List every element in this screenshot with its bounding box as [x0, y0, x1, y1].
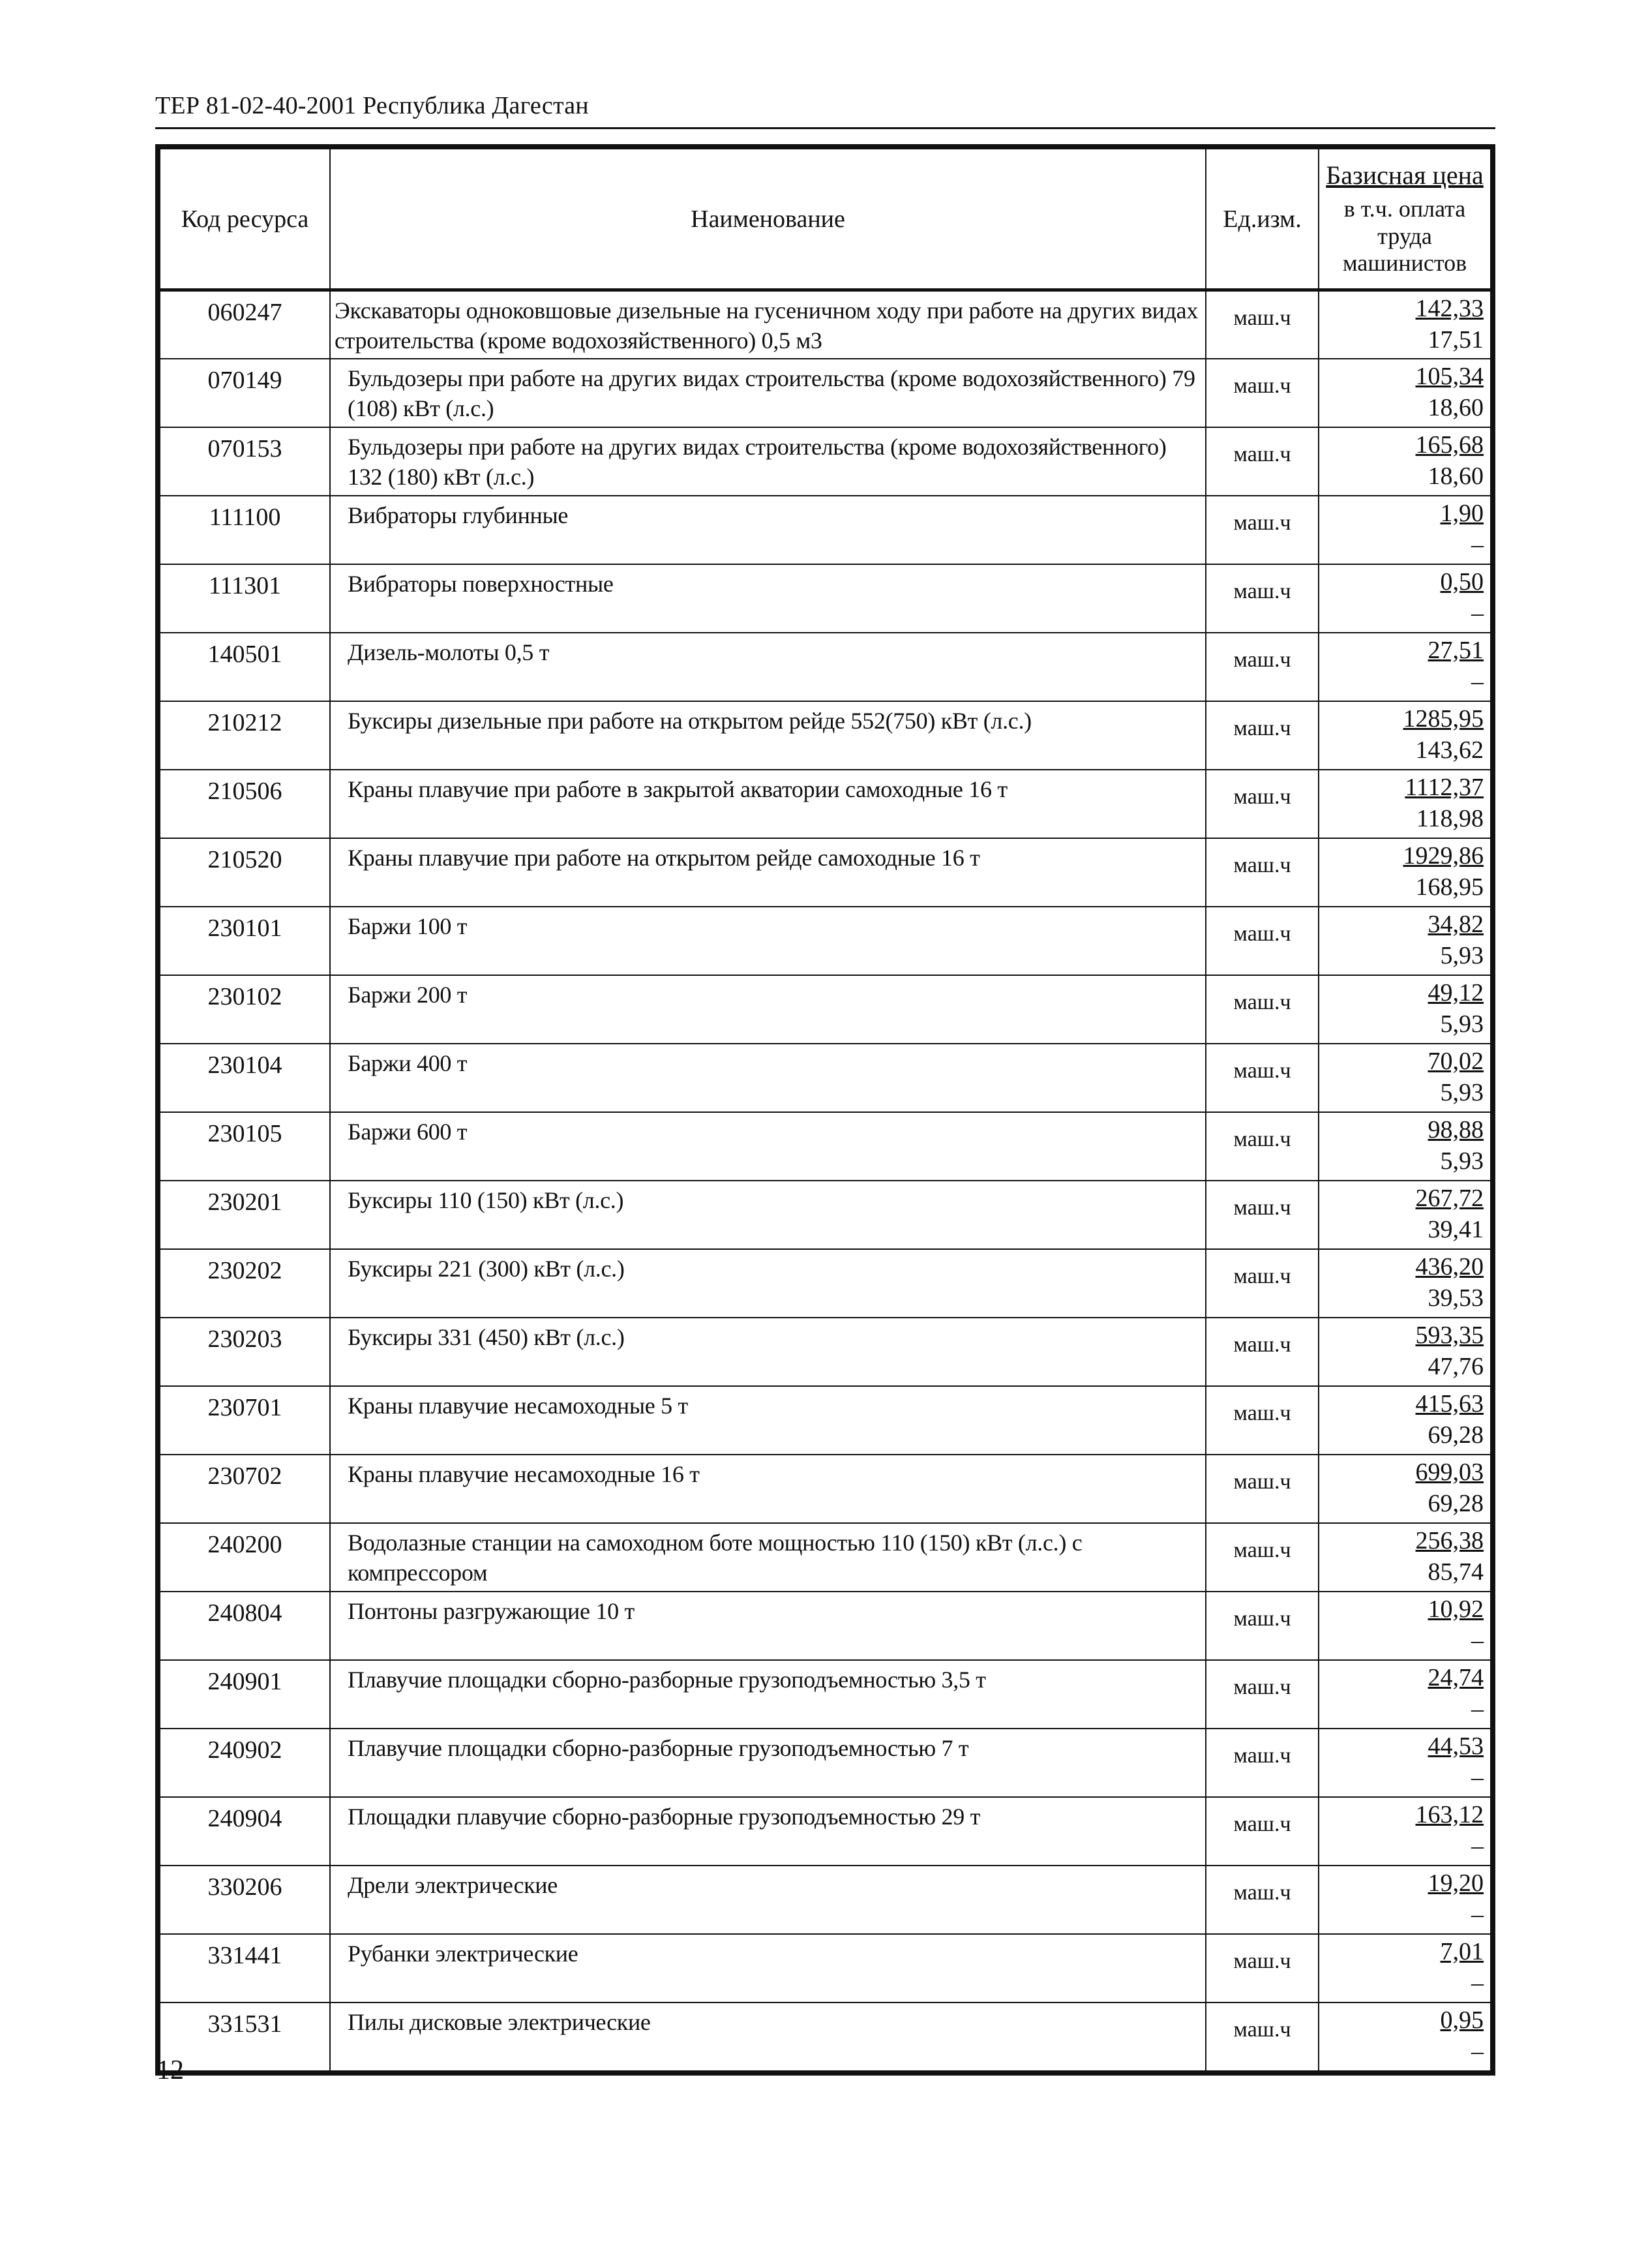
resource-code: 070149: [160, 359, 330, 427]
resource-code: 240902: [160, 1729, 330, 1797]
table-row: [160, 1660, 1491, 1729]
table-row: [160, 1249, 1491, 1318]
resource-name: Плавучие площадки сборно-разборные грузоподъемностью 7 т: [330, 1729, 1206, 1797]
table-row: [160, 1455, 1491, 1523]
resource-price-cell: [1319, 496, 1491, 564]
resource-name: Бульдозеры при работе на других видах строительства (кроме водохозяйственного) 132 (180) кВт (л.с.): [330, 427, 1206, 496]
resource-name: Баржи 400 т: [330, 1044, 1206, 1112]
resource-unit: маш.ч: [1206, 1318, 1319, 1386]
resource-name: Рубанки электрические: [330, 1934, 1206, 2003]
resource-price-cell: [1319, 633, 1491, 701]
column-header-price-base: Базисная цена: [1326, 160, 1484, 190]
base-price: 34,82: [1428, 910, 1484, 938]
table-row: [160, 1181, 1491, 1249]
resource-price-cell: [1319, 1660, 1491, 1729]
operator-labor-price: 47,76: [1428, 1352, 1484, 1380]
resource-name: Водолазные станции на самоходном боте мощностью 110 (150) кВт (л.с.) с компрессором: [330, 1523, 1206, 1592]
operator-labor-price: 5,93: [1440, 1147, 1484, 1175]
operator-labor-price: 69,28: [1428, 1489, 1484, 1517]
resource-code: 230201: [160, 1181, 330, 1249]
table-row: [160, 838, 1491, 907]
resource-price-cell: [1319, 1181, 1491, 1249]
resource-name: Вибраторы глубинные: [330, 496, 1206, 564]
resource-name: Краны плавучие несамоходные 5 т: [330, 1386, 1206, 1455]
resource-unit: маш.ч: [1206, 1455, 1319, 1523]
resource-code: 331531: [160, 2003, 330, 2071]
resource-unit: маш.ч: [1206, 1660, 1319, 1729]
resource-unit: маш.ч: [1206, 1934, 1319, 2003]
resource-unit: маш.ч: [1206, 1866, 1319, 1934]
resource-unit: маш.ч: [1206, 1181, 1319, 1249]
operator-labor-price: 69,28: [1428, 1421, 1484, 1449]
resource-price-cell: [1319, 427, 1491, 496]
table-row: [160, 770, 1491, 838]
resource-code: 210212: [160, 701, 330, 770]
resource-name: Пилы дисковые электрические: [330, 2003, 1206, 2071]
operator-labor-price: –: [1471, 1969, 1484, 1997]
base-price: 1,90: [1440, 499, 1484, 527]
table-row: [160, 427, 1491, 496]
table-row: [160, 1797, 1491, 1866]
resource-code: 240901: [160, 1660, 330, 1729]
resource-price-cell: [1319, 1455, 1491, 1523]
resource-code: 230202: [160, 1249, 330, 1318]
resource-unit: маш.ч: [1206, 633, 1319, 701]
resource-name: Краны плавучие при работе в закрытой акватории самоходные 16 т: [330, 770, 1206, 838]
resource-price-cell: [1319, 1729, 1491, 1797]
operator-labor-price: –: [1471, 1832, 1484, 1860]
resource-price-cell: [1319, 1044, 1491, 1112]
operator-labor-price: 18,60: [1428, 393, 1484, 421]
table-row: [160, 907, 1491, 975]
base-price: 256,38: [1415, 1526, 1484, 1554]
base-price: 593,35: [1415, 1321, 1484, 1349]
base-price: 165,68: [1415, 431, 1484, 459]
table-row: [160, 496, 1491, 564]
resource-code: 060247: [160, 290, 330, 359]
document-header-title: ТЕР 81-02-40-2001 Республика Дагестан: [155, 92, 589, 119]
resource-unit: маш.ч: [1206, 838, 1319, 907]
resource-code: 111301: [160, 564, 330, 633]
resource-price-cell: [1319, 770, 1491, 838]
resource-price-cell: [1319, 1934, 1491, 2003]
table-row: [160, 564, 1491, 633]
operator-labor-price: 118,98: [1416, 804, 1484, 832]
operator-labor-price: –: [1471, 1763, 1484, 1791]
base-price: 7,01: [1440, 1937, 1484, 1965]
resource-name: Дизель-молоты 0,5 т: [330, 633, 1206, 701]
resource-name: Краны плавучие несамоходные 16 т: [330, 1455, 1206, 1523]
base-price: 415,63: [1415, 1389, 1484, 1417]
base-price: 44,53: [1428, 1732, 1484, 1760]
resource-name: Баржи 200 т: [330, 975, 1206, 1044]
resource-unit: маш.ч: [1206, 427, 1319, 496]
operator-labor-price: 18,60: [1428, 462, 1484, 490]
resource-price-cell: [1319, 564, 1491, 633]
resource-price-cell: [1319, 1866, 1491, 1934]
resource-code: 210520: [160, 838, 330, 907]
resource-unit: маш.ч: [1206, 290, 1319, 359]
operator-labor-price: 39,53: [1428, 1284, 1484, 1312]
table-row: [160, 1112, 1491, 1181]
table-row: [160, 1523, 1491, 1592]
resource-code: 230101: [160, 907, 330, 975]
table-row: [160, 1318, 1491, 1386]
resource-code: 240200: [160, 1523, 330, 1592]
resource-price-cell: [1319, 1112, 1491, 1181]
operator-labor-price: –: [1471, 1626, 1484, 1654]
base-price: 436,20: [1415, 1252, 1484, 1280]
resource-name: Баржи 100 т: [330, 907, 1206, 975]
operator-labor-price: 168,95: [1415, 873, 1484, 901]
resource-code: 330206: [160, 1866, 330, 1934]
resource-code: 111100: [160, 496, 330, 564]
resource-price-cell: [1319, 1592, 1491, 1660]
operator-labor-price: –: [1471, 530, 1484, 558]
resource-name: Буксиры 110 (150) кВт (л.с.): [330, 1181, 1206, 1249]
column-header-price-labor: в т.ч. оплата труда машинистов: [1342, 196, 1467, 277]
resource-unit: маш.ч: [1206, 975, 1319, 1044]
resource-name: Дрели электрические: [330, 1866, 1206, 1934]
base-price: 0,95: [1440, 2006, 1484, 2034]
resource-code: 230104: [160, 1044, 330, 1112]
header-rule: [155, 127, 1495, 129]
operator-labor-price: 5,93: [1440, 1078, 1484, 1106]
base-price: 105,34: [1415, 362, 1484, 390]
operator-labor-price: –: [1471, 1900, 1484, 1928]
resource-name: Экскаваторы одноковшовые дизельные на гусеничном ходу при работе на других видах строительства (кроме водохозяйственного) 0,5 м3: [330, 290, 1206, 359]
table-row: [160, 290, 1491, 359]
resource-price-table: [155, 144, 1495, 2076]
operator-labor-price: 143,62: [1415, 736, 1484, 764]
resource-unit: маш.ч: [1206, 1592, 1319, 1660]
resource-unit: маш.ч: [1206, 1386, 1319, 1455]
resource-price-cell: [1319, 1318, 1491, 1386]
resource-price-cell: [1319, 701, 1491, 770]
table-row: [160, 701, 1491, 770]
resource-code: 240904: [160, 1797, 330, 1866]
resource-unit: маш.ч: [1206, 2003, 1319, 2071]
base-price: 699,03: [1415, 1458, 1484, 1486]
table-row: [160, 975, 1491, 1044]
table-body: [160, 290, 1491, 2071]
resource-code: 070153: [160, 427, 330, 496]
resource-unit: маш.ч: [1206, 359, 1319, 427]
resource-price-cell: [1319, 1249, 1491, 1318]
table-row: [160, 633, 1491, 701]
operator-labor-price: –: [1471, 599, 1484, 627]
resource-unit: маш.ч: [1206, 770, 1319, 838]
resource-name: Вибраторы поверхностные: [330, 564, 1206, 633]
resource-code: 230203: [160, 1318, 330, 1386]
base-price: 27,51: [1428, 636, 1484, 664]
column-header-name: Наименование: [330, 149, 1206, 290]
resource-unit: маш.ч: [1206, 701, 1319, 770]
column-header-unit: Ед.изм.: [1206, 149, 1319, 290]
base-price: 70,02: [1428, 1047, 1484, 1075]
base-price: 163,12: [1415, 1800, 1484, 1828]
table-row: [160, 1044, 1491, 1112]
resource-code: 331441: [160, 1934, 330, 2003]
resource-price-cell: [1319, 2003, 1491, 2071]
resource-code: 230701: [160, 1386, 330, 1455]
resource-code: 210506: [160, 770, 330, 838]
resource-code: 230105: [160, 1112, 330, 1181]
resource-price-cell: [1319, 1523, 1491, 1592]
base-price: 24,74: [1428, 1663, 1484, 1691]
base-price: 10,92: [1428, 1595, 1484, 1623]
resource-name: Буксиры 331 (450) кВт (л.с.): [330, 1318, 1206, 1386]
resource-code: 230102: [160, 975, 330, 1044]
table-row: [160, 1729, 1491, 1797]
resource-unit: маш.ч: [1206, 1729, 1319, 1797]
resource-unit: маш.ч: [1206, 496, 1319, 564]
resource-unit: маш.ч: [1206, 1044, 1319, 1112]
base-price: 1929,86: [1403, 841, 1484, 869]
resource-name: Буксиры дизельные при работе на открытом рейде 552(750) кВт (л.с.): [330, 701, 1206, 770]
table-row: [160, 359, 1491, 427]
resource-price-cell: [1319, 1797, 1491, 1866]
base-price: 19,20: [1428, 1869, 1484, 1897]
table-row: [160, 2003, 1491, 2071]
resource-name: Бульдозеры при работе на других видах строительства (кроме водохозяйственного) 79 (108) кВт (л.с.): [330, 359, 1206, 427]
resource-price-cell: [1319, 838, 1491, 907]
base-price: 49,12: [1428, 978, 1484, 1006]
table-row: [160, 1386, 1491, 1455]
table-row: [160, 1934, 1491, 2003]
resource-name: Площадки плавучие сборно-разборные грузоподъемностью 29 т: [330, 1797, 1206, 1866]
resource-unit: маш.ч: [1206, 1523, 1319, 1592]
resource-name: Буксиры 221 (300) кВт (л.с.): [330, 1249, 1206, 1318]
page-number: 12: [157, 2055, 184, 2085]
operator-labor-price: 5,93: [1440, 1010, 1484, 1038]
resource-price-cell: [1319, 907, 1491, 975]
resource-price-cell: [1319, 1386, 1491, 1455]
resource-code: 140501: [160, 633, 330, 701]
operator-labor-price: –: [1471, 2037, 1484, 2065]
table-row: [160, 1866, 1491, 1934]
resource-name: Понтоны разгружающие 10 т: [330, 1592, 1206, 1660]
operator-labor-price: 39,41: [1428, 1215, 1484, 1243]
table-header-row: [160, 149, 1491, 290]
base-price: 98,88: [1428, 1115, 1484, 1143]
resource-code: 240804: [160, 1592, 330, 1660]
table-row: [160, 1592, 1491, 1660]
resource-unit: маш.ч: [1206, 1797, 1319, 1866]
base-price: 267,72: [1415, 1184, 1484, 1212]
column-header-price: [1319, 149, 1491, 290]
resource-unit: маш.ч: [1206, 1112, 1319, 1181]
resource-name: Краны плавучие при работе на открытом рейде самоходные 16 т: [330, 838, 1206, 907]
base-price: 1112,37: [1405, 773, 1484, 801]
operator-labor-price: 85,74: [1428, 1558, 1484, 1586]
base-price: 1285,95: [1403, 704, 1484, 733]
resource-price-cell: [1319, 359, 1491, 427]
resource-code: 230702: [160, 1455, 330, 1523]
resource-price-cell: [1319, 290, 1491, 359]
operator-labor-price: 17,51: [1428, 326, 1484, 354]
resource-name: Плавучие площадки сборно-разборные грузоподъемностью 3,5 т: [330, 1660, 1206, 1729]
base-price: 142,33: [1415, 295, 1484, 322]
column-header-code: Код ресурса: [160, 149, 330, 290]
operator-labor-price: 5,93: [1440, 941, 1484, 969]
resource-unit: маш.ч: [1206, 564, 1319, 633]
resource-unit: маш.ч: [1206, 1249, 1319, 1318]
base-price: 0,50: [1440, 567, 1484, 596]
resource-unit: маш.ч: [1206, 907, 1319, 975]
resource-name: Баржи 600 т: [330, 1112, 1206, 1181]
operator-labor-price: –: [1471, 1695, 1484, 1723]
resource-price-cell: [1319, 975, 1491, 1044]
operator-labor-price: –: [1471, 667, 1484, 695]
